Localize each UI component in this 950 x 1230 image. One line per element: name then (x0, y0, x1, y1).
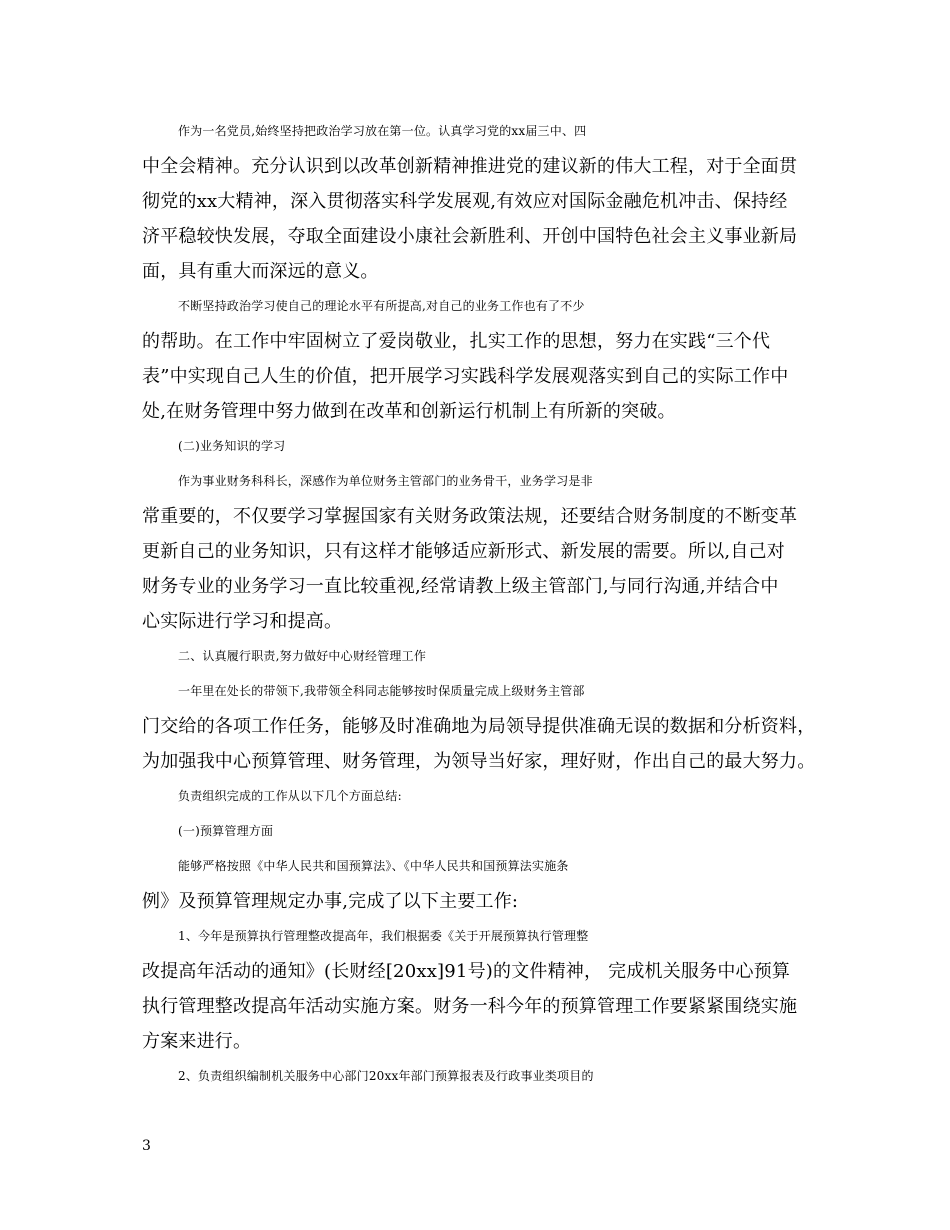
text-line: 的帮助。在工作中牢固树立了爱岗敬业，扎实工作的思想，努力在实践“三个代 (142, 331, 771, 352)
text-line: 二、认真履行职责,努力做好中心财经管理工作 (178, 649, 427, 663)
text-line: 改提高年活动的通知》(长财经[20xx]91号)的文件精神， 完成机关服务中心预算 (142, 961, 791, 982)
text-line: 一年里在处长的带领下,我带领全科同志能够按时保质量完成上级财务主管部 (178, 684, 585, 698)
text-line: 面，具有重大而深远的意义。 (142, 261, 379, 282)
text-line: (二)业务知识的学习 (178, 439, 286, 453)
text-line: 处,在财务管理中努力做到在改革和创新运行机制上有所新的突破。 (142, 401, 676, 422)
text-line: 2、负责组织编制机关服务中心部门20xx年部门预算报表及行政事业类项目的 (178, 1069, 594, 1083)
text-line: 能够严格按照《中华人民共和国预算法》、《中华人民共和国预算法实施条 (178, 859, 569, 873)
text-line: 不断坚持政治学习使自己的理论水平有所提高,对自己的业务工作也有了不少 (178, 299, 585, 313)
text-line: 方案来进行。 (142, 1031, 252, 1052)
text-line: 常重要的，不仅要学习掌握国家有关财务政策法规，还要结合财务制度的不断变革 (142, 506, 798, 527)
text-line: 门交给的各项工作任务，能够及时准确地为局领导提供准确无误的数据和分析资料， (142, 716, 816, 737)
text-line: 为加强我中心预算管理、财务管理，为领导当好家，理好财，作出自己的最大努力。 (142, 751, 816, 772)
text-line: 财务专业的业务学习一直比较重视,经常请教上级主管部门,与同行沟通,并结合中 (142, 576, 779, 597)
text-line: 负责组织完成的工作从以下几个方面总结: (178, 789, 402, 803)
document-body (142, 114, 822, 1094)
text-line: 彻党的xx大精神，深入贯彻落实科学发展观,有效应对国际金融危机冲击、保持经 (142, 191, 788, 212)
text-line: 更新自己的业务知识，只有这样才能够适应新形式、新发展的需要。所以,自己对 (142, 541, 785, 562)
text-line: 作为事业财务科科长，深感作为单位财务主管部门的业务骨干，业务学习是非 (178, 474, 593, 488)
text-line: 作为一名党员,始终坚持把政治学习放在第一位。认真学习党的xx届三中、四 (178, 124, 587, 138)
text-line: 1、今年是预算执行管理整改提高年，我们根据委《关于开展预算执行管理整 (178, 929, 589, 943)
text-line: 例》及预算管理规定办事,完成了以下主要工作: (142, 891, 519, 912)
text-line: (一)预算管理方面 (178, 824, 274, 838)
text-line: 中全会精神。充分认识到以改革创新精神推进党的建议新的伟大工程，对于全面贯 (142, 156, 798, 177)
text-line: 济平稳较快发展，夺取全面建设小康社会新胜利、开创中国特色社会主义事业新局 (142, 226, 798, 247)
page-number: 3 (142, 1138, 151, 1154)
text-line: 表”中实现自己人生的价值，把开展学习实践科学发展观落实到自己的实际工作中 (142, 366, 789, 387)
text-line: 心实际进行学习和提高。 (142, 611, 343, 632)
text-line: 执行管理整改提高年活动实施方案。财务一科今年的预算管理工作要紧紧围绕实施 (142, 996, 798, 1017)
